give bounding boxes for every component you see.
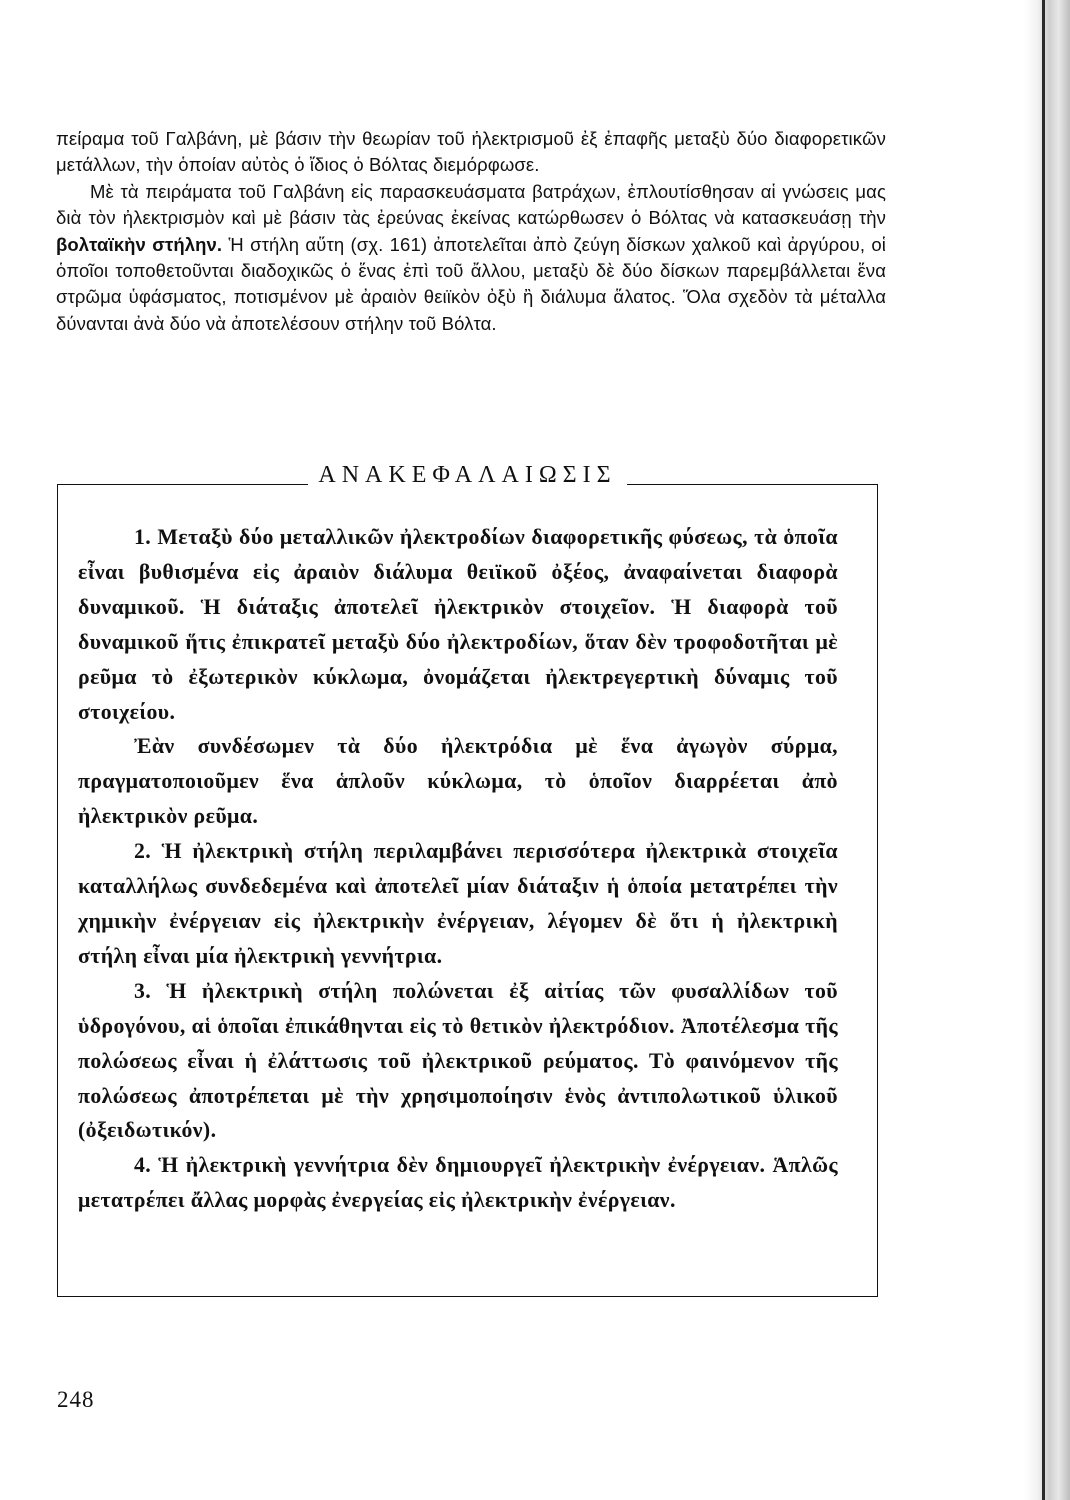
summary-heading: ΑΝΑΚΕΦΑΛΑΙΩΣΙΣ <box>308 462 626 488</box>
volta-pile-term: βολταϊκὴν στήλην. <box>56 233 223 255</box>
summary-item: 3. Ἡ ἠλεκτρικὴ στήλη πολώνεται ἐξ αἰτίας τῶν φυσαλλίδων τοῦ ὑδρογόνου, αἱ ὁποῖαι ἐπικάθηνται εἰς τὸ θετικὸν ἠλεκτρόδιον. Ἀποτέλεσμα τῆς πολώσεως εἶναι ἡ ἐλάττωσις τοῦ ἠλεκτρικοῦ ρεύματος. Τὸ φαινόμενον τῆς πολώσεως ἀποτρέπεται μὲ τὴν χρησιμοποίησιν ἑνὸς ἀντιπολωτικοῦ ὑλικοῦ (ὀξειδωτικόν). <box>78 978 838 1143</box>
intro-text-segment: Ἡ στήλη αὕτη (σχ. 161) ἀποτελεῖται ἀπὸ ζεύγη δίσκων χαλκοῦ καὶ ἀργύρου, οἱ ὁποῖοι τοποθετοῦνται διαδοχικῶς ὁ ἕνας ἐπὶ τοῦ ἄλλου, μεταξὺ δὲ δύο δίσκων παρεμβάλλεται ἕνα στρῶμα ὑφάσματος, ποτισμένον μὲ ἀραιὸν θειϊκὸν ὀξὺ ἢ διάλυμα ἅλατος. Ὅλα σχεδὸν τὰ μέταλλα δύνανται ἀνὰ δύο νὰ ἀποτελέσουν στήλην τοῦ Βόλτα. <box>56 233 886 334</box>
summary-item: 1. Μεταξὺ δύο μεταλλικῶν ἠλεκτροδίων διαφορετικῆς φύσεως, τὰ ὁποῖα εἶναι βυθισμένα εἰς ἀραιὸν διάλυμα θειϊκοῦ ὀξέος, ἀναφαίνεται διαφορὰ δυναμικοῦ. Ἡ διάταξις ἀποτελεῖ ἠλεκτρικὸν στοιχεῖον. Ἡ διαφορὰ τοῦ δυναμικοῦ ἥτις ἐπικρατεῖ μεταξὺ δύο ἠλεκτροδίων, ὅταν δὲν τροφοδοτῆται μὲ ρεῦμα τὸ ἐξωτερικὸν κύκλωμα, ὀνομάζεται ἠλεκτρεγερτικὴ δύναμις τοῦ στοιχείου. <box>78 525 838 724</box>
summary-body <box>78 520 838 1218</box>
book-spine-edge <box>1024 0 1070 1500</box>
summary-item: 2. Ἡ ἠλεκτρικὴ στήλη περιλαμβάνει περισσότερα ἠλεκτρικὰ στοιχεῖα καταλλήλως συνδεδεμένα καὶ ἀποτελεῖ μίαν διάταξιν ἡ ὁποία μετατρέπει τὴν χημικὴν ἐνέργειαν εἰς ἠλεκτρικὴν ἐνέργειαν, λέγομεν δὲ ὅτι ἡ ἠλεκτρικὴ στήλη εἶναι μία ἠλεκτρικὴ γεννήτρια. <box>78 839 838 968</box>
intro-text-segment: Μὲ τὰ πειράματα τοῦ Γαλβάνη εἰς παρασκευάσματα βατράχων, ἐπλουτίσθησαν αἱ γνώσεις μας διὰ τὸν ἠλεκτρισμὸν καὶ μὲ βάσιν τὰς ἐρεύνας ἐκείνας κατώρθωσεν ὁ Βόλτας νὰ κατασκευάσῃ τὴν <box>56 180 886 229</box>
intro-text <box>56 126 886 337</box>
intro-paragraph-volta <box>56 179 886 337</box>
summary-item: 4. Ἡ ἠλεκτρικὴ γεννήτρια δὲν δημιουργεῖ ἠλεκτρικὴν ἐνέργειαν. Ἁπλῶς μετατρέπει ἄλλας μορφὰς ἐνεργείας εἰς ἠλεκτρικὴν ἐνέργειαν. <box>78 1153 838 1213</box>
page-number: 248 <box>57 1387 95 1412</box>
summary-title <box>0 460 935 490</box>
summary-item: Ἐὰν συνδέσωμεν τὰ δύο ἠλεκτρόδια μὲ ἕνα ἀγωγὸν σύρμα, πραγματοποιοῦμεν ἕνα ἁπλοῦν κύκλωμα, τὸ ὁποῖον διαρρέεται ἀπὸ ἠλεκτρικὸν ρεῦμα. <box>78 734 838 829</box>
intro-paragraph: πείραμα τοῦ Γαλβάνη, μὲ βάσιν τὴν θεωρίαν τοῦ ἠλεκτρισμοῦ ἐξ ἐπαφῆς μεταξὺ δύο διαφορετικῶν μετάλλων, τὴν ὁποίαν αὐτὸς ὁ ἴδιος ὁ Βόλτας διεμόρφωσε. <box>56 128 886 176</box>
